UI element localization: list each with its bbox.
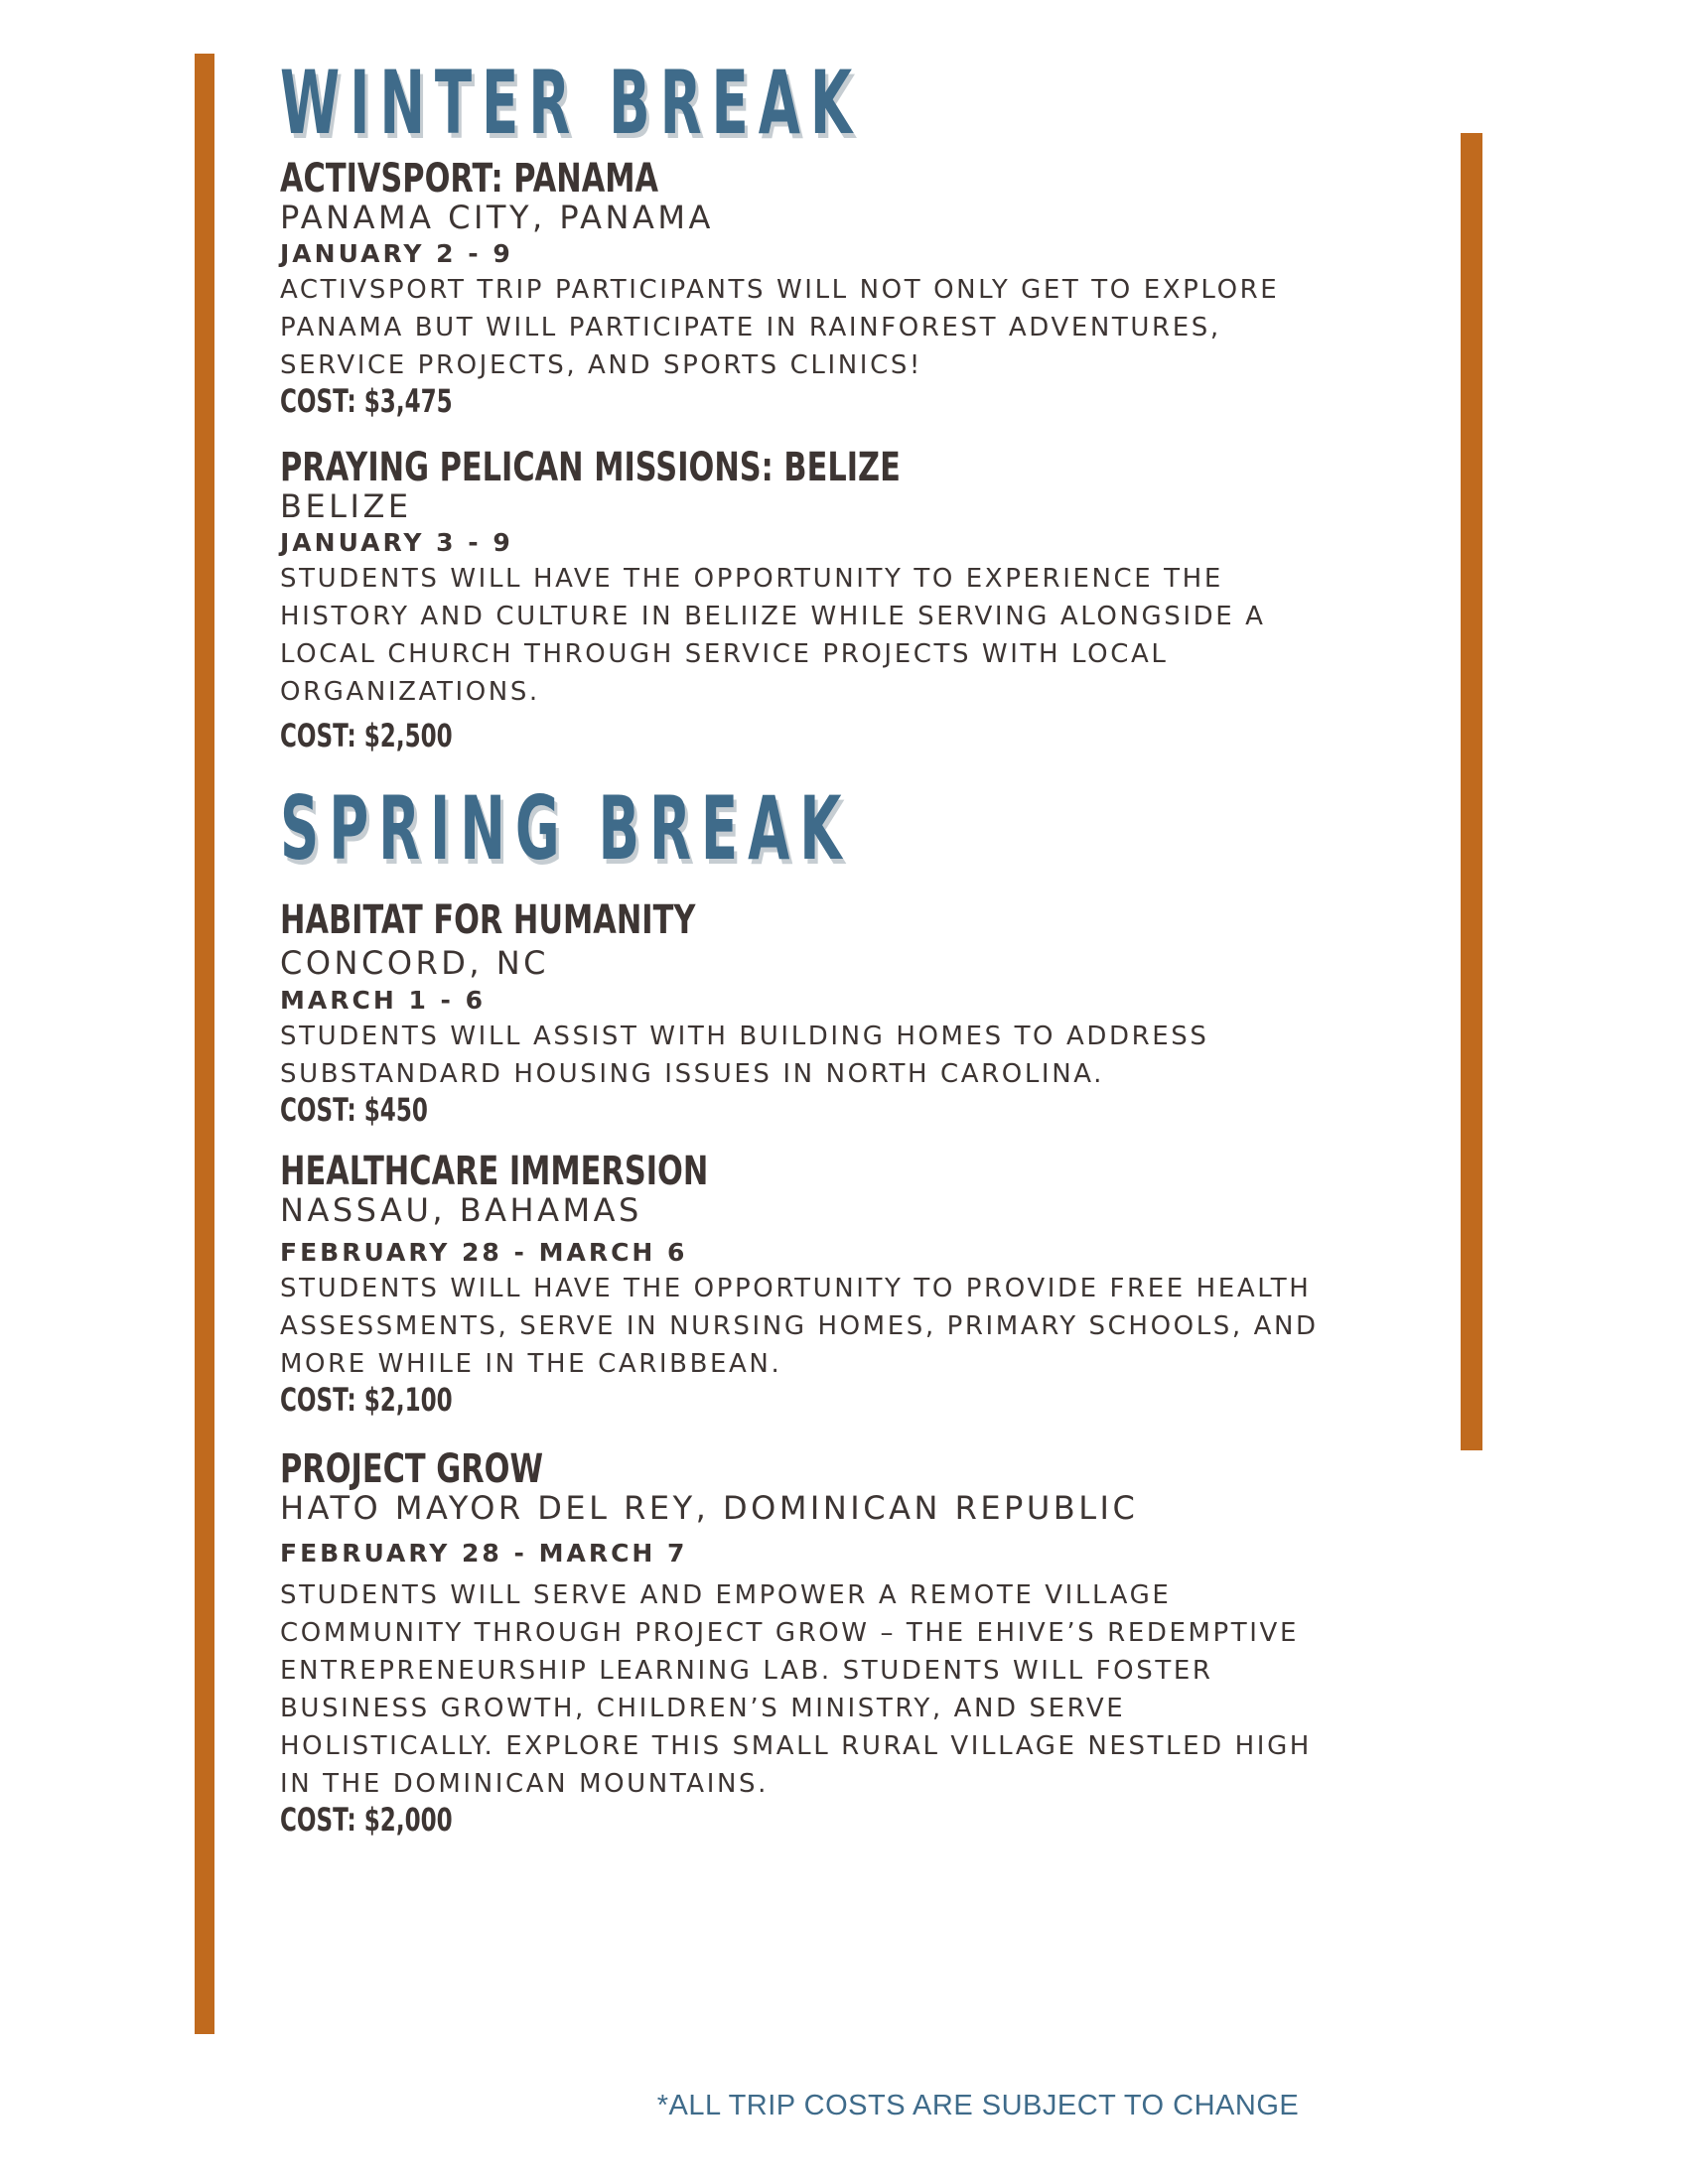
trip-cost: COST: $2,000 [280,1800,453,1839]
trip-habitat-for-humanity [280,897,1422,1129]
trip-cost-disclaimer: *ALL TRIP COSTS ARE SUBJECT TO CHANGE [656,2090,1300,2121]
trip-praying-pelican-belize [280,444,1422,754]
trip-dates: FEBRUARY 28 - MARCH 7 [280,1538,688,1568]
trip-location: CONCORD, NC [280,944,549,983]
trip-name: PROJECT GROW [280,1446,543,1493]
trip-description: STUDENTS WILL HAVE THE OPPORTUNITY TO EXPERIENCE THE HISTORY AND CULTURE IN BELIIZE WHILE SERVING ALONGSIDE A LOCAL CHURCH THROUGH SERVICE PROJECTS WITH LOCAL ORGANIZATIONS. [280,563,1266,707]
trip-activsport-panama [280,156,1422,421]
trip-name: HEALTHCARE IMMERSION [280,1148,709,1194]
trip-name: HABITAT FOR HUMANITY [280,897,696,944]
trip-cost: COST: $2,500 [280,716,453,754]
trip-description: STUDENTS WILL SERVE AND EMPOWER A REMOTE VILLAGE COMMUNITY THROUGH PROJECT GROW – THE EHIVE’S REDEMPTIVE ENTREPRENEURSHIP LEARNING LAB. STUDENTS WILL FOSTER BUSINESS GROWTH, CHILDREN’S MINISTRY, AND SERVE HOLISTICALLY. EXPLORE THIS SMALL RURAL VILLAGE NESTLED HIGH IN THE DOMINICAN MOUNTAINS. [280,1579,1312,1799]
trip-location: NASSAU, BAHAMAS [280,1190,642,1229]
trip-location: BELIZE [280,486,412,525]
trip-description: ACTIVSPORT TRIP PARTICIPANTS WILL NOT ONLY GET TO EXPLORE PANAMA BUT WILL PARTICIPATE IN RAINFOREST ADVENTURES, SERVICE PROJECTS, AND SPORTS CLINICS! [280,275,1280,381]
trip-dates: MARCH 1 - 6 [280,985,487,1015]
trip-cost: COST: $2,100 [280,1381,453,1420]
trip-description: STUDENTS WILL ASSIST WITH BUILDING HOMES TO ADDRESS SUBSTANDARD HOUSING ISSUES IN NORTH CAROLINA. [280,1021,1209,1089]
trip-project-grow [280,1446,1422,1839]
winter-break-section [280,52,1422,754]
spring-break-section [280,777,1422,1839]
trip-name: ACTIVSPORT: PANAMA [280,156,659,202]
trip-location: HATO MAYOR DEL REY, DOMINICAN REPUBLIC [280,1489,1139,1528]
trip-name: PRAYING PELICAN MISSIONS: BELIZE [280,444,901,490]
right-accent-bar [1461,133,1482,1450]
section-title-spring-break: SPRING BREAK [280,777,852,881]
section-title-winter-break: WINTER BREAK [280,52,863,154]
left-accent-bar [195,54,214,2034]
trip-content [280,52,1422,1839]
trip-description: STUDENTS WILL HAVE THE OPPORTUNITY TO PROVIDE FREE HEALTH ASSESSMENTS, SERVE IN NURSING HOMES, PRIMARY SCHOOLS, AND MORE WHILE IN THE CARIBBEAN. [280,1274,1319,1380]
trip-location: PANAMA CITY, PANAMA [280,199,714,236]
trip-healthcare-immersion [280,1148,1422,1420]
trip-dates: FEBRUARY 28 - MARCH 6 [280,1238,688,1268]
trip-dates: JANUARY 2 - 9 [280,239,513,269]
trip-cost: COST: $450 [280,1090,428,1129]
trip-cost: COST: $3,475 [280,382,453,421]
trip-dates: JANUARY 3 - 9 [280,527,513,557]
